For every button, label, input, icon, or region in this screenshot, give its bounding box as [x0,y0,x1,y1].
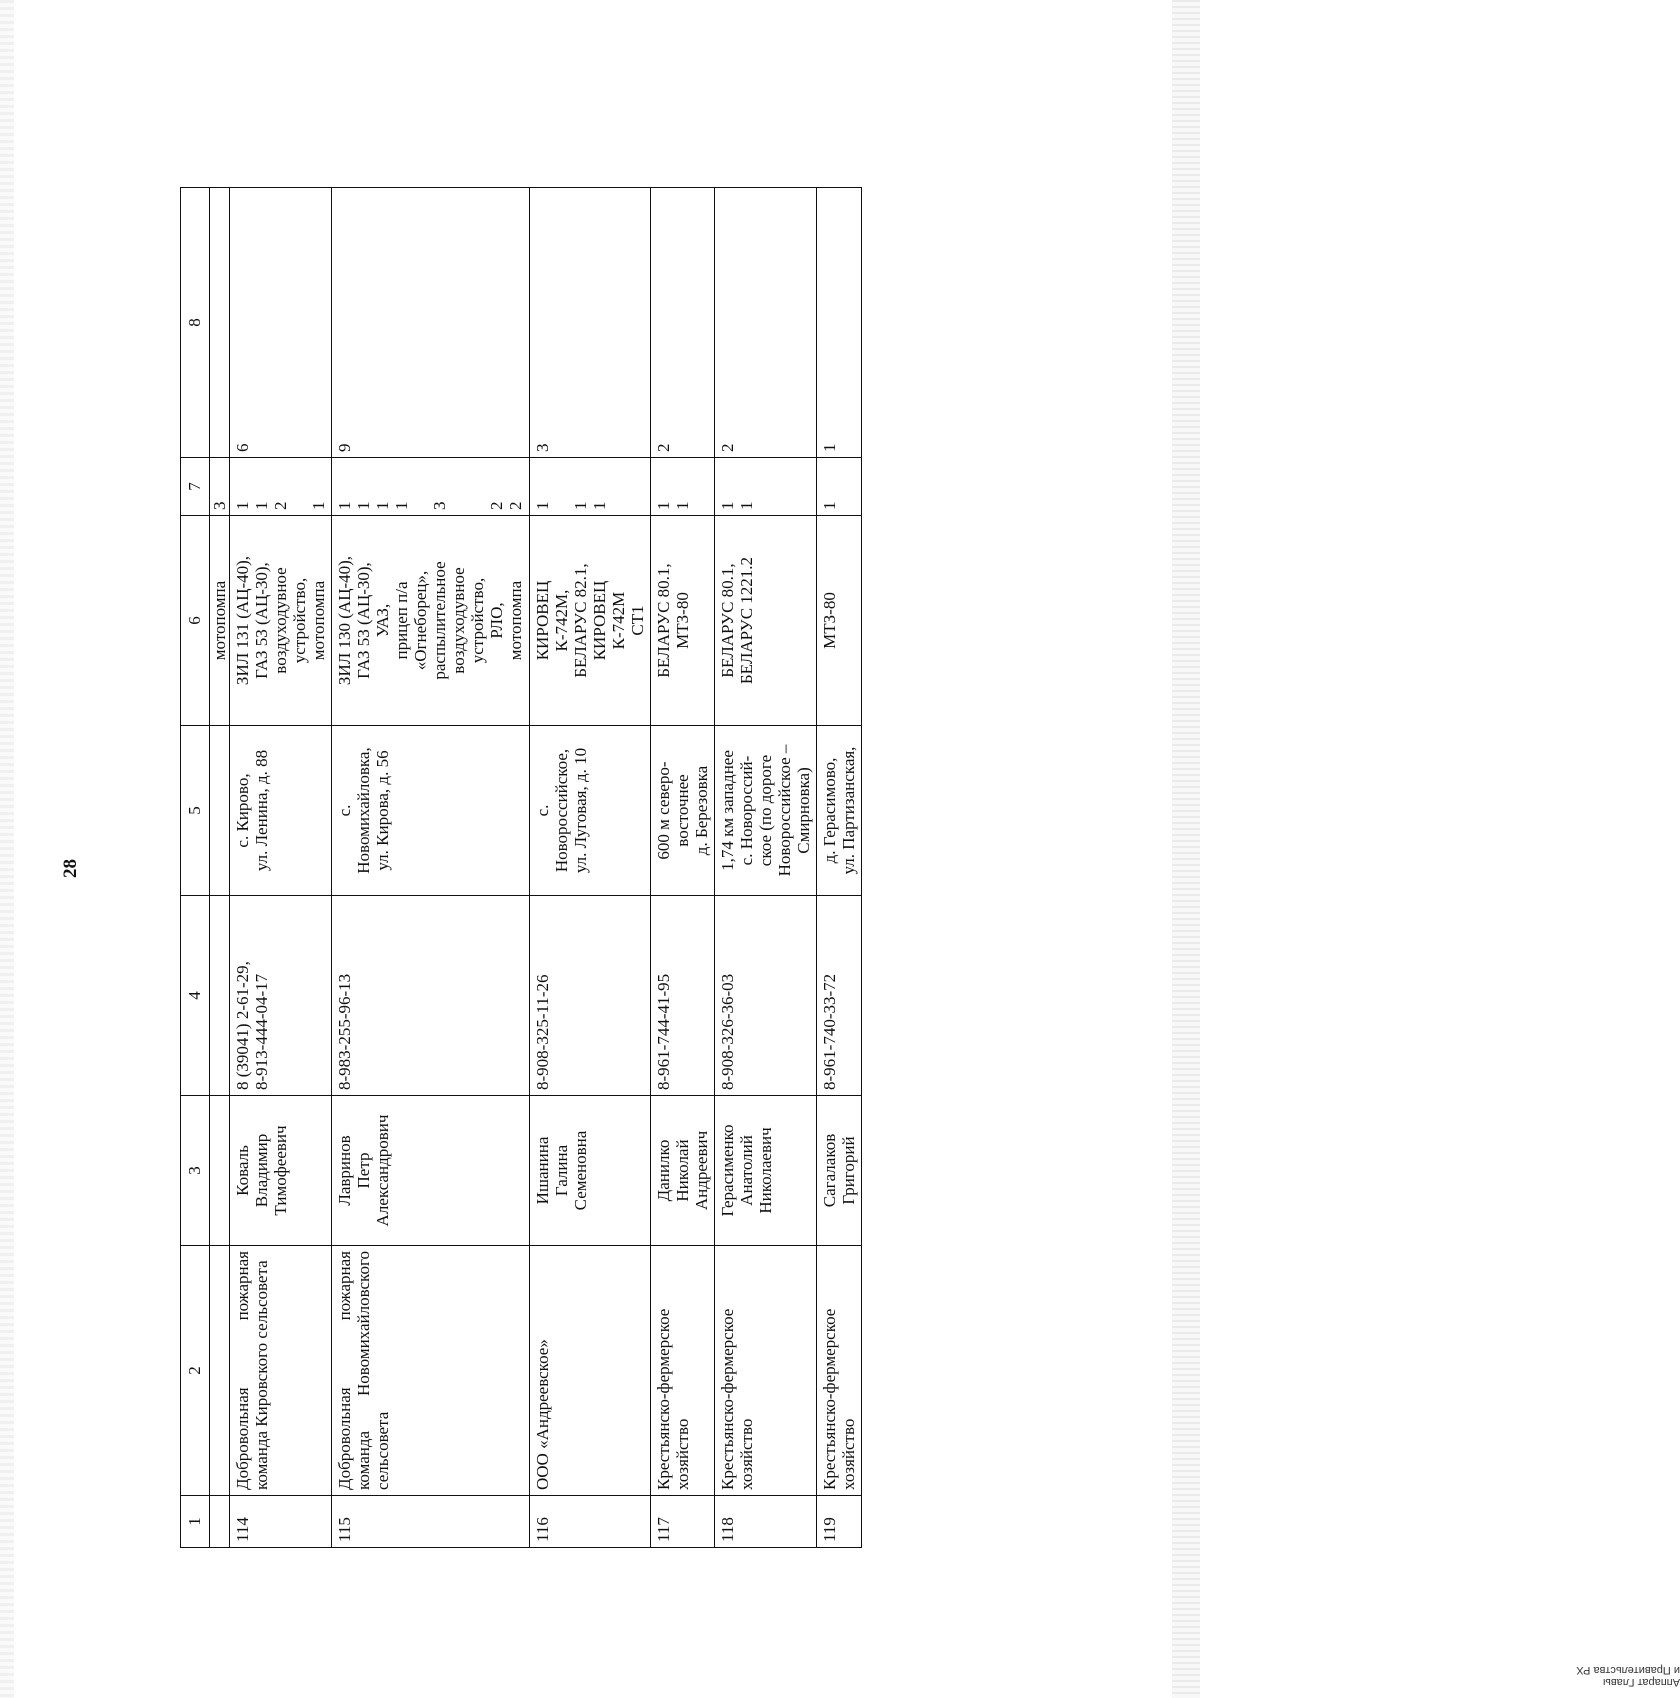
phone-numbers-line: 8-913-444-04-17 [252,973,272,1090]
table-row [529,188,650,1548]
equipment-list-line: БЕЛАРУС 80.1, [717,563,737,678]
responsible-person-line: Николаевич [755,1127,775,1214]
header-cell: 6 [181,516,210,726]
equipment-qty-line: 1 [736,501,756,510]
organization-name: Крестьянско-фермерское хозяйство [714,1246,816,1496]
equipment-list-line: мотопомпа [309,580,329,661]
equipment-qty-line: 2 [506,501,526,510]
phone-numbers [230,896,332,1096]
address-line: с. Новороссий- [736,755,756,866]
address-line: с. [335,804,355,817]
equipment-total: 1 [816,188,861,458]
address-line: 600 м северо- [653,761,673,860]
responsible-person-line: Герасименко [717,1124,737,1217]
equipment-qty [230,458,332,516]
equipment-qty-line: 1 [335,501,355,510]
equipment-list-line: ГАЗ 53 (АЦ-30), [354,562,374,679]
equipment-list-line: «Огнеборец», [411,570,431,671]
carry-over-row [210,188,230,1548]
equipment-list-line: БЕЛАРУС 1221.2 [736,556,756,685]
equipment-qty-line: 1 [717,501,737,510]
address-line: с. Кирово, [233,773,253,848]
equipment-qty [332,458,529,516]
organization-name: ООО «Андреевское» [529,1246,650,1496]
equipment-total: 3 [529,188,650,458]
equipment-qty-line [449,463,468,510]
equipment-list [650,516,714,726]
equipment-list-line: БЕЛАРУС 82.1, [570,563,590,678]
address [650,726,714,896]
responsible-person-line: Николай [672,1139,692,1202]
address-line: ское (по дороге [755,754,775,867]
equipment-qty-line [411,463,430,510]
table-header-row [181,188,210,1548]
equipment-list-line: МТЗ-80 [819,592,839,649]
responsible-person [332,1096,529,1246]
phone-numbers-line: 8-983-255-96-13 [335,973,355,1090]
equipment-table [180,187,862,1548]
equipment-qty-line: 1 [309,501,329,510]
responsible-person-line: Андреевич [691,1130,711,1211]
equipment-qty-line [628,463,647,510]
address-line: д. Герасимово, [819,757,839,864]
equipment-qty-line: 1 [570,501,590,510]
responsible-person-line: Владимир [252,1133,272,1208]
responsible-person-line: Семеновна [570,1130,590,1211]
equipment-qty-line: 1 [373,501,393,510]
row-number: 114 [230,1496,332,1548]
phone-numbers-line: 8-961-744-41-95 [653,973,673,1090]
equipment-list-line: КИРОВЕЦ [589,580,609,661]
equipment-qty-line: 1 [532,501,552,510]
equipment-qty-line: 3 [430,501,450,510]
equipment-list-line: БЕЛАРУС 80.1, [653,563,673,678]
responsible-person-line: Данилко [653,1139,673,1202]
equipment-list-line: воздуходувное [449,567,469,674]
equipment-list [230,516,332,726]
responsible-person-line: Анатолий [736,1135,756,1206]
address-line: Новомихайловка, [354,747,374,874]
equipment-list [714,516,816,726]
equipment-total: 2 [650,188,714,458]
responsible-person-line: Александрович [373,1114,393,1227]
equipment-total: 2 [714,188,816,458]
address-line: Новороссийское, [551,748,571,873]
address-line: Новороссийское – [774,744,794,877]
responsible-person [816,1096,861,1246]
equipment-list-line: ГАЗ 53 (АЦ-30), [252,562,272,679]
equipment-total: 9 [332,188,529,458]
table-row [650,188,714,1548]
responsible-person [529,1096,650,1246]
equipment-list-line: распылительное [430,561,450,680]
responsible-person [650,1096,714,1246]
header-cell: 2 [181,1246,210,1496]
equipment-list-line: прицеп п/а [392,581,412,660]
equipment-list-line: устройство, [290,577,310,664]
organization-name: Крестьянско-фермерское хозяйство [650,1246,714,1496]
equipment-qty-line [552,463,571,510]
phone-numbers-line: 8-908-325-11-26 [532,974,552,1090]
table-row [230,188,332,1548]
row-number: 117 [650,1496,714,1548]
carry-over-qty: 3 [210,458,230,516]
equipment-list-line: воздуходувное [271,567,291,674]
phone-numbers [332,896,529,1096]
equipment-list-line: К-742М [608,591,628,650]
carry-over-equipment: мотопомпа [210,516,230,726]
address [230,726,332,896]
footer-line: Аппарат Главы [1602,1676,1680,1688]
equipment-qty-line: 1 [233,501,253,510]
organization-name: Добровольная пожарная команда Новомихайловского сельсовета [332,1246,529,1496]
equipment-qty-line: 1 [672,501,692,510]
responsible-person-line: Ишанина [532,1136,552,1205]
address [529,726,650,896]
phone-numbers [714,896,816,1096]
responsible-person-line: Лавринов [335,1135,355,1206]
equipment-qty-line: 1 [252,501,272,510]
equipment-list [529,516,650,726]
responsible-person-line: Петр [354,1152,374,1189]
table-row [714,188,816,1548]
address [714,726,816,896]
row-number: 119 [816,1496,861,1548]
address-line: с. [532,804,552,817]
phone-numbers-line: 8 (39041) 2-61-29, [233,961,253,1090]
phone-numbers-line: 8-961-740-33-72 [819,973,839,1090]
phone-numbers-line: 8-908-326-36-03 [717,973,737,1090]
equipment-qty-line: 1 [819,501,839,510]
equipment-list-line: мотопомпа [506,580,526,661]
equipment-list-line: ЗИЛ 130 (АЦ-40), [335,555,355,686]
equipment-list [332,516,529,726]
page-number: 28 [60,859,81,878]
equipment-list-line: МТЗ-80 [672,592,692,649]
header-cell: 1 [181,1496,210,1548]
responsible-person-line: Григорий [838,1136,858,1205]
address-line: ул. Партизанская, [838,746,858,875]
address [332,726,529,896]
header-cell: 5 [181,726,210,896]
equipment-qty [529,458,650,516]
address-line: 1,74 км западнее [717,750,737,871]
equipment-qty-line: 2 [487,501,507,510]
equipment-list-line: СТ1 [627,605,647,636]
table-row [816,188,861,1548]
footer-stamp [1576,1664,1680,1688]
equipment-list-line: ЗИЛ 131 (АЦ-40), [233,555,253,686]
responsible-person-line: Галина [551,1144,571,1197]
address-line: д. Березовка [691,765,711,856]
responsible-person [230,1096,332,1246]
equipment-list [816,516,861,726]
equipment-total: 6 [230,188,332,458]
equipment-qty [650,458,714,516]
equipment-qty [714,458,816,516]
header-cell: 7 [181,458,210,516]
responsible-person-line: Тимофеевич [271,1125,291,1216]
equipment-qty-line: 1 [589,501,609,510]
equipment-qty [816,458,861,516]
address-line: ул. Ленина, д. 88 [252,749,272,872]
phone-numbers [816,896,861,1096]
equipment-list-line: УАЗ, [373,603,393,638]
organization-name: Добровольная пожарная команда Кировского сельсовета [230,1246,332,1496]
organization-name: Крестьянско-фермерское хозяйство [816,1246,861,1496]
equipment-qty-line [609,463,628,510]
phone-numbers [650,896,714,1096]
address-line: восточнее [672,774,692,847]
address-line: ул. Луговая, д. 10 [570,747,590,874]
phone-numbers [529,896,650,1096]
equipment-qty-line [468,463,487,510]
responsible-person-line: Коваль [233,1145,253,1196]
equipment-qty-line: 1 [653,501,673,510]
table-row [332,188,529,1548]
equipment-list-line: КИРОВЕЦ [532,580,552,661]
footer-line: и Правительства РХ [1576,1663,1680,1676]
header-cell: 3 [181,1096,210,1246]
equipment-qty-line: 1 [354,501,374,510]
equipment-qty-line [290,463,309,510]
responsible-person-line: Сагалаков [819,1133,839,1208]
header-cell: 4 [181,896,210,1096]
address-line: ул. Кирова, д. 56 [373,750,393,871]
equipment-list-line: устройство, [468,577,488,664]
row-number: 118 [714,1496,816,1548]
responsible-person [714,1096,816,1246]
equipment-qty-line: 1 [392,501,412,510]
equipment-list-line: К-742М, [551,589,571,652]
address-line: Смирновка) [793,767,813,854]
equipment-qty-line: 2 [271,501,291,510]
address [816,726,861,896]
header-cell: 8 [181,188,210,458]
equipment-list-line: РЛО, [487,602,507,639]
row-number: 115 [332,1496,529,1548]
row-number: 116 [529,1496,650,1548]
